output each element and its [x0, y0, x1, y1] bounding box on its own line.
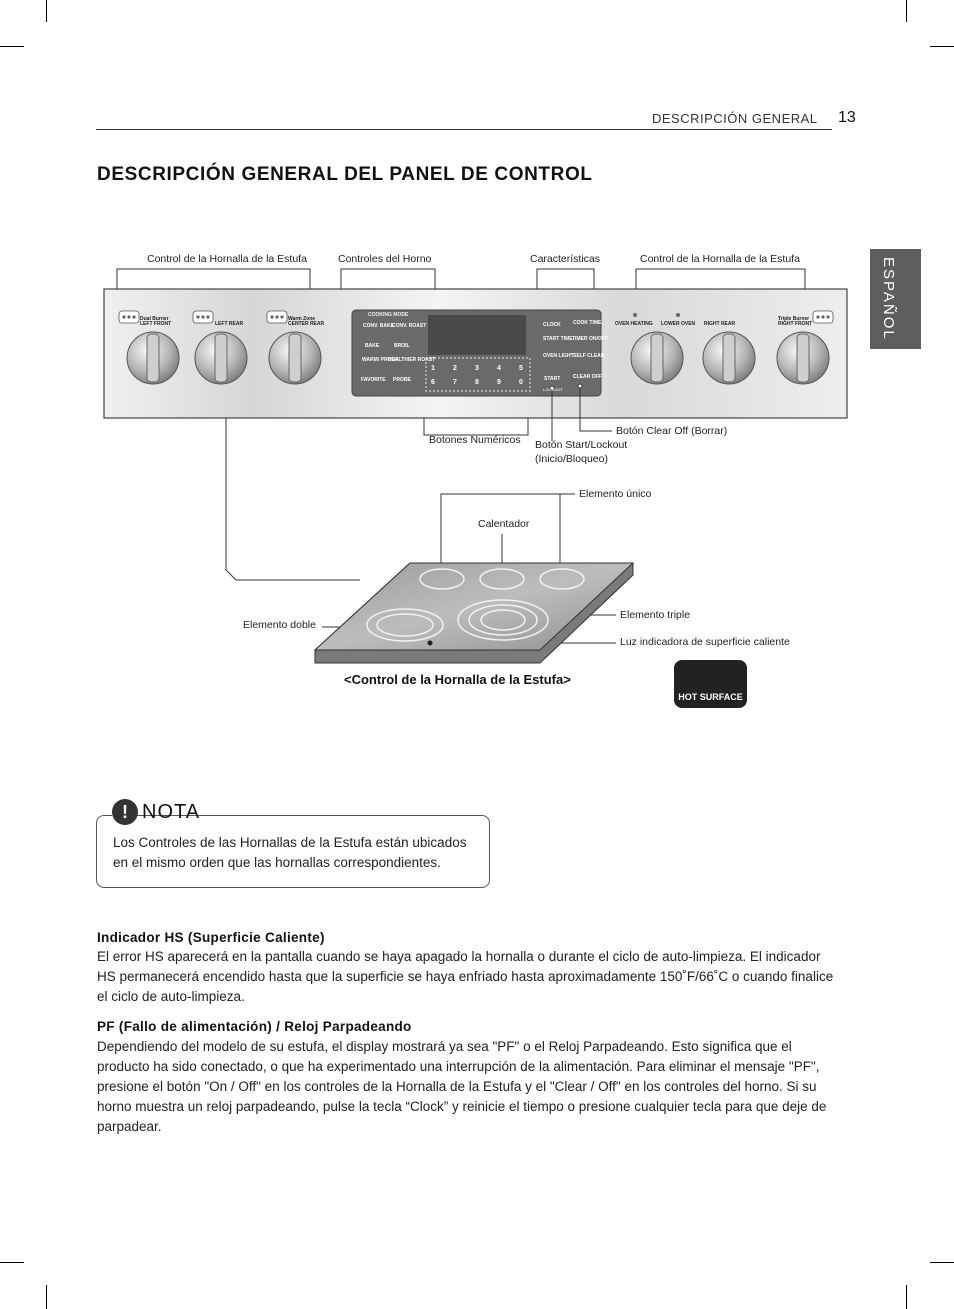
label-brackets	[117, 269, 805, 289]
knob-oven-heating	[631, 332, 683, 384]
label-oven-controls: Controles del Horno	[338, 253, 432, 265]
language-tab-label: ESPAÑOL	[880, 257, 897, 341]
callout-warmer: Calentador	[478, 518, 530, 530]
mode-button-broil[interactable]: BROIL	[394, 343, 410, 349]
mode-button-conv-bake[interactable]: CONV. BAKE	[363, 323, 394, 329]
feature-button-start-time[interactable]: START TIME	[543, 336, 573, 342]
crop-mark	[930, 1262, 954, 1263]
mode-button-favorite[interactable]: FAVORITE	[361, 377, 386, 383]
nota-text: Los Controles de las Hornallas de la Estufa están ubicados en el mismo orden que las hornallas correspondientes.	[113, 835, 467, 870]
page-title: DESCRIPCIÓN GENERAL DEL PANEL DE CONTROL	[97, 164, 593, 185]
label-right-burner-control: Control de la Hornalla de la Estufa	[640, 253, 800, 265]
nota-header	[112, 797, 201, 827]
callout-start-lockout: Botón Start/Lockout	[535, 439, 628, 451]
knob-label-right-rear: RIGHT REAR	[704, 321, 736, 327]
panel-lcd	[428, 315, 526, 355]
label-features: Características	[530, 253, 601, 265]
section-heading-hs: Indicador HS (Superficie Caliente)	[97, 930, 325, 945]
digit-7[interactable]: 7	[453, 379, 457, 386]
nota-title: NOTA	[142, 801, 201, 823]
callout-single-element: Elemento único	[579, 488, 652, 500]
mode-button-warm-proof[interactable]: WARM/ PROOF	[362, 357, 399, 363]
callout-triple-element: Elemento triple	[620, 609, 691, 621]
knob-label-oven-heating: OVEN HEATING	[615, 321, 653, 327]
knob-right-front	[777, 332, 829, 384]
digit-3[interactable]: 3	[475, 365, 479, 372]
digit-0[interactable]: 0	[519, 379, 523, 386]
lockout-label: LOCKOUT	[543, 387, 563, 392]
knob-label-lower-oven: LOWER OVEN	[661, 321, 696, 327]
callout-dual-element: Elemento doble	[243, 619, 316, 631]
callout-start-lockout-sub: (Inicio/Bloqueo)	[535, 453, 608, 465]
feature-button-self-clean[interactable]: SELF CLEAN	[573, 353, 605, 359]
callout-hot-light: Luz indicadora de superficie caliente	[620, 636, 790, 648]
knob-left-front	[127, 332, 179, 384]
cooktop	[315, 563, 633, 663]
digit-2[interactable]: 2	[453, 365, 457, 372]
digit-6[interactable]: 6	[431, 379, 435, 386]
knob-label-left-rear: LEFT REAR	[215, 321, 244, 327]
mode-button-healthier-roast[interactable]: HEALTHIER ROAST	[388, 357, 436, 363]
feature-button-clear-off[interactable]: CLEAR OFF	[573, 374, 602, 380]
knob-right-rear	[703, 332, 755, 384]
page-number: 13	[838, 109, 856, 126]
cooking-mode-label: COOKING MODE	[368, 312, 409, 318]
diagram-caption: <Control de la Hornalla de la Estufa>	[344, 672, 571, 687]
crop-mark	[0, 1262, 24, 1263]
hot-surface-text: HOT SURFACE	[678, 692, 743, 702]
mode-button-conv-roast[interactable]: CONV. ROAST	[392, 323, 427, 329]
knob-left-rear	[195, 332, 247, 384]
mode-button-bake[interactable]: BAKE	[365, 343, 380, 349]
hot-surface-badge	[674, 660, 747, 708]
knob-label-left-front: Dual Burner LEFT FRONT	[140, 316, 172, 327]
digit-5[interactable]: 5	[519, 365, 523, 372]
section-body-hs: El error HS aparecerá en la pantalla cuando se haya apagado la hornalla o durante el ciclo de auto-limpieza. El indicador HS permanecerá encendido hasta que la superficie se haya enfriado hasta aproximadamente 150˚F/66˚C o cuando finalice el ciclo de auto-limpieza.	[97, 949, 834, 1004]
knob-label-right-front: Triple Burner RIGHT FRONT	[778, 316, 813, 327]
digit-1[interactable]: 1	[431, 365, 435, 372]
feature-button-timer[interactable]: TIMER ON/OFF	[572, 336, 608, 342]
knob-label-center-rear: Warm Zone CENTER REAR	[288, 316, 325, 327]
digit-8[interactable]: 8	[475, 379, 479, 386]
feature-button-cook-time[interactable]: COOK TIME	[573, 320, 602, 326]
crop-mark	[46, 1285, 47, 1309]
exclamation-icon: !	[112, 799, 138, 825]
feature-button-clock[interactable]: CLOCK	[543, 322, 561, 328]
header-section: DESCRIPCIÓN GENERAL	[652, 111, 818, 126]
crop-mark	[906, 1285, 907, 1309]
knob-center-rear	[269, 332, 321, 384]
callout-number-buttons: Botones Numéricos	[429, 434, 521, 446]
digit-9[interactable]: 9	[497, 379, 501, 386]
callout-clear-off: Botón Clear Off (Borrar)	[616, 425, 728, 437]
feature-button-start[interactable]: START	[544, 376, 561, 382]
section-heading-pf: PF (Fallo de alimentación) / Reloj Parpadeando	[97, 1019, 412, 1034]
feature-button-oven-light[interactable]: OVEN LIGHT	[543, 353, 574, 359]
mode-button-probe[interactable]: PROBE	[393, 377, 411, 383]
label-left-burner-control: Control de la Hornalla de la Estufa	[147, 253, 307, 265]
digit-4[interactable]: 4	[497, 365, 501, 372]
section-body-pf: Dependiendo del modelo de su estufa, el display mostrará ya sea "PF" o el Reloj Parpadeando. Esto significa que el producto ha sido conectado, o que ha experimentado una interrupción de la alimentación. Para eliminar el mensaje "PF", presione el botón "On / Off" en los controles de la Hornalla de la Estufa y el "Clear / Off" en los controles del horno. Si su horno muestra un reloj parpadeando, pulse la tecla “Clock” y reinicie el tiempo o presione cualquier tecla para que deje de parpadear.	[97, 1039, 827, 1134]
